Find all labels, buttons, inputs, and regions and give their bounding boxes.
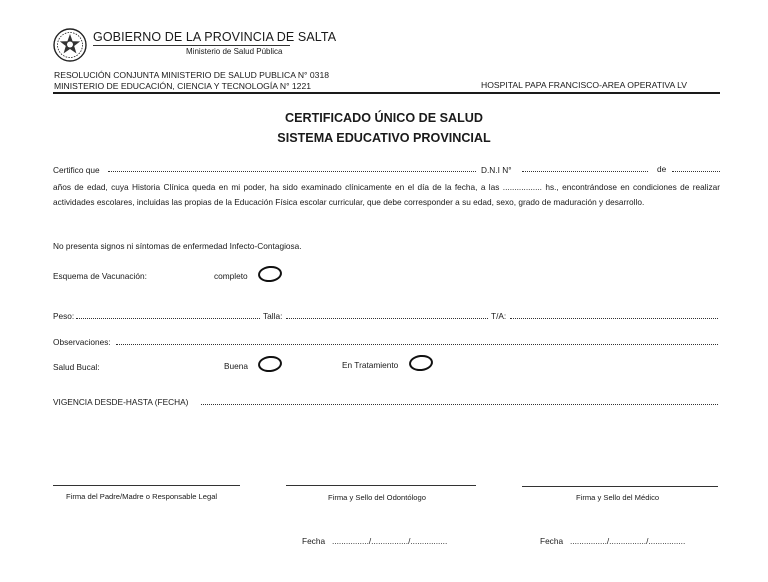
resolution-line-1: RESOLUCIÓN CONJUNTA MINISTERIO DE SALUD PUBLICA N° 0318 xyxy=(54,70,329,80)
ministry-name: Ministerio de Salud Pública xyxy=(186,47,283,56)
buena-checkbox[interactable] xyxy=(257,355,283,373)
doctor-fecha-label: Fecha xyxy=(540,536,564,546)
province-seal-icon xyxy=(53,28,87,62)
parent-signature-line[interactable] xyxy=(53,485,240,486)
header-divider xyxy=(53,92,720,94)
government-name: GOBIERNO DE LA PROVINCIA DE SALTA xyxy=(93,30,337,44)
certificate-subtitle: SISTEMA EDUCATIVO PROVINCIAL xyxy=(277,131,491,145)
dni-label: D.N.I N° xyxy=(481,165,512,175)
certifico-label: Certifico que xyxy=(53,165,100,175)
dentist-signature-line[interactable] xyxy=(286,485,476,486)
doctor-fecha-field[interactable]: ................/................/................ xyxy=(570,536,686,546)
parent-signature-label: Firma del Padre/Madre o Responsable Legal xyxy=(66,492,218,501)
talla-field[interactable] xyxy=(286,318,488,319)
talla-label: Talla: xyxy=(263,311,283,321)
resolution-block xyxy=(54,70,329,91)
dentist-signature-label: Firma y Sello del Odontólogo xyxy=(328,493,426,502)
exam-paragraph: años de edad, cuya Historia Clínica queda en mi poder, ha sido examinado clínicamente en el día de la fecha, a las ................. hs., encontrándose en condiciones de realizar actividades escolares, incluidas las propias de la Educación Física escolar curricular, que debe corresponder a su edad, sexo, grado de maduración y desarrollo. xyxy=(53,182,720,207)
doctor-signature-line[interactable] xyxy=(522,486,718,487)
dentist-fecha-label: Fecha xyxy=(302,536,326,546)
ta-label: T/A: xyxy=(491,311,507,321)
vaccination-option-label: completo xyxy=(214,271,248,281)
dentist-fecha-field[interactable]: ................/................/................ xyxy=(332,536,448,546)
doctor-signature-label: Firma y Sello del Médico xyxy=(576,493,660,502)
dni-field[interactable] xyxy=(522,171,648,172)
vigencia-label: VIGENCIA DESDE-HASTA (FECHA) xyxy=(53,397,189,407)
de-label: de xyxy=(657,164,667,174)
certificate-title: CERTIFICADO ÚNICO DE SALUD xyxy=(284,111,483,125)
age-field[interactable] xyxy=(672,171,720,172)
peso-label: Peso: xyxy=(53,311,75,321)
peso-field[interactable] xyxy=(76,318,260,319)
tratamiento-checkbox[interactable] xyxy=(408,354,434,372)
ta-field[interactable] xyxy=(510,318,718,319)
observaciones-label: Observaciones: xyxy=(53,337,111,347)
vigencia-field[interactable] xyxy=(201,404,718,405)
buena-label: Buena xyxy=(224,361,248,371)
vaccination-label: Esquema de Vacunación: xyxy=(53,271,147,281)
name-field[interactable] xyxy=(108,171,476,172)
vaccination-complete-checkbox[interactable] xyxy=(257,265,283,283)
tratamiento-label: En Tratamiento xyxy=(342,360,399,370)
no-signs-text: No presenta signos ni síntomas de enfermedad Infecto-Contagiosa. xyxy=(53,241,302,251)
hospital-name: HOSPITAL PAPA FRANCISCO-AREA OPERATIVA LV xyxy=(481,80,687,90)
header-underline xyxy=(93,45,290,46)
salud-bucal-label: Salud Bucal: xyxy=(53,362,100,372)
resolution-line-2: MINISTERIO DE EDUCACIÓN, CIENCIA Y TECNOLOGÍA N° 1221 xyxy=(54,80,312,91)
observaciones-field[interactable] xyxy=(116,344,718,345)
